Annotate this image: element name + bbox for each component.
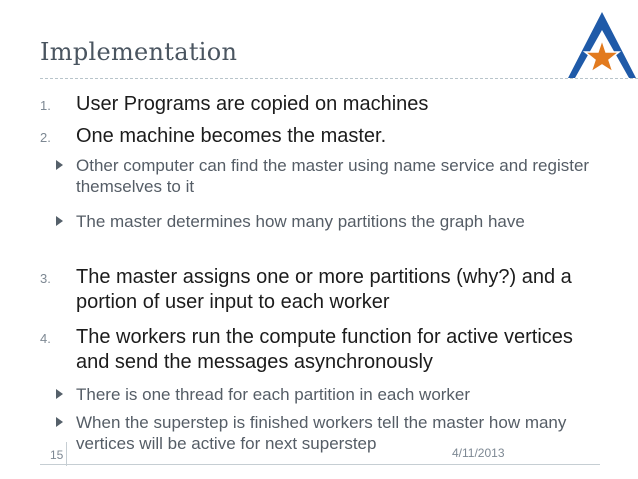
sub-list-item: When the superstep is finished workers tell the master how many vertices will be active for next superstep bbox=[76, 413, 567, 453]
footer-divider bbox=[40, 464, 600, 465]
triangle-bullet-icon bbox=[56, 216, 63, 226]
list-number: 3. bbox=[40, 271, 51, 286]
slide-title: Implementation bbox=[40, 38, 238, 66]
list-item: User Programs are copied on machines bbox=[76, 93, 429, 115]
sub-list-item: The master determines how many partitions the graph have bbox=[76, 212, 525, 231]
list-number: 1. bbox=[40, 98, 51, 113]
triangle-bullet-icon bbox=[56, 389, 63, 399]
university-logo-icon bbox=[566, 10, 638, 80]
slide-number: 15 bbox=[50, 448, 64, 462]
list-number: 2. bbox=[40, 130, 51, 145]
triangle-bullet-icon bbox=[56, 160, 63, 170]
list-item: The workers run the compute function for active vertices and send the messages asynchronously bbox=[76, 326, 573, 373]
list-item: One machine becomes the master. bbox=[76, 125, 387, 147]
sub-list-item: Other computer can find the master using name service and register themselves to it bbox=[76, 156, 590, 196]
list-number: 4. bbox=[40, 331, 51, 346]
triangle-bullet-icon bbox=[56, 417, 63, 427]
list-item: The master assigns one or more partitions (why?) and a portion of user input to each worker bbox=[76, 266, 572, 313]
title-divider bbox=[40, 78, 638, 79]
sub-list-item: There is one thread for each partition in each worker bbox=[76, 385, 471, 404]
footer-divider-tick bbox=[66, 442, 67, 466]
slide-date: 4/11/2013 bbox=[452, 446, 505, 460]
